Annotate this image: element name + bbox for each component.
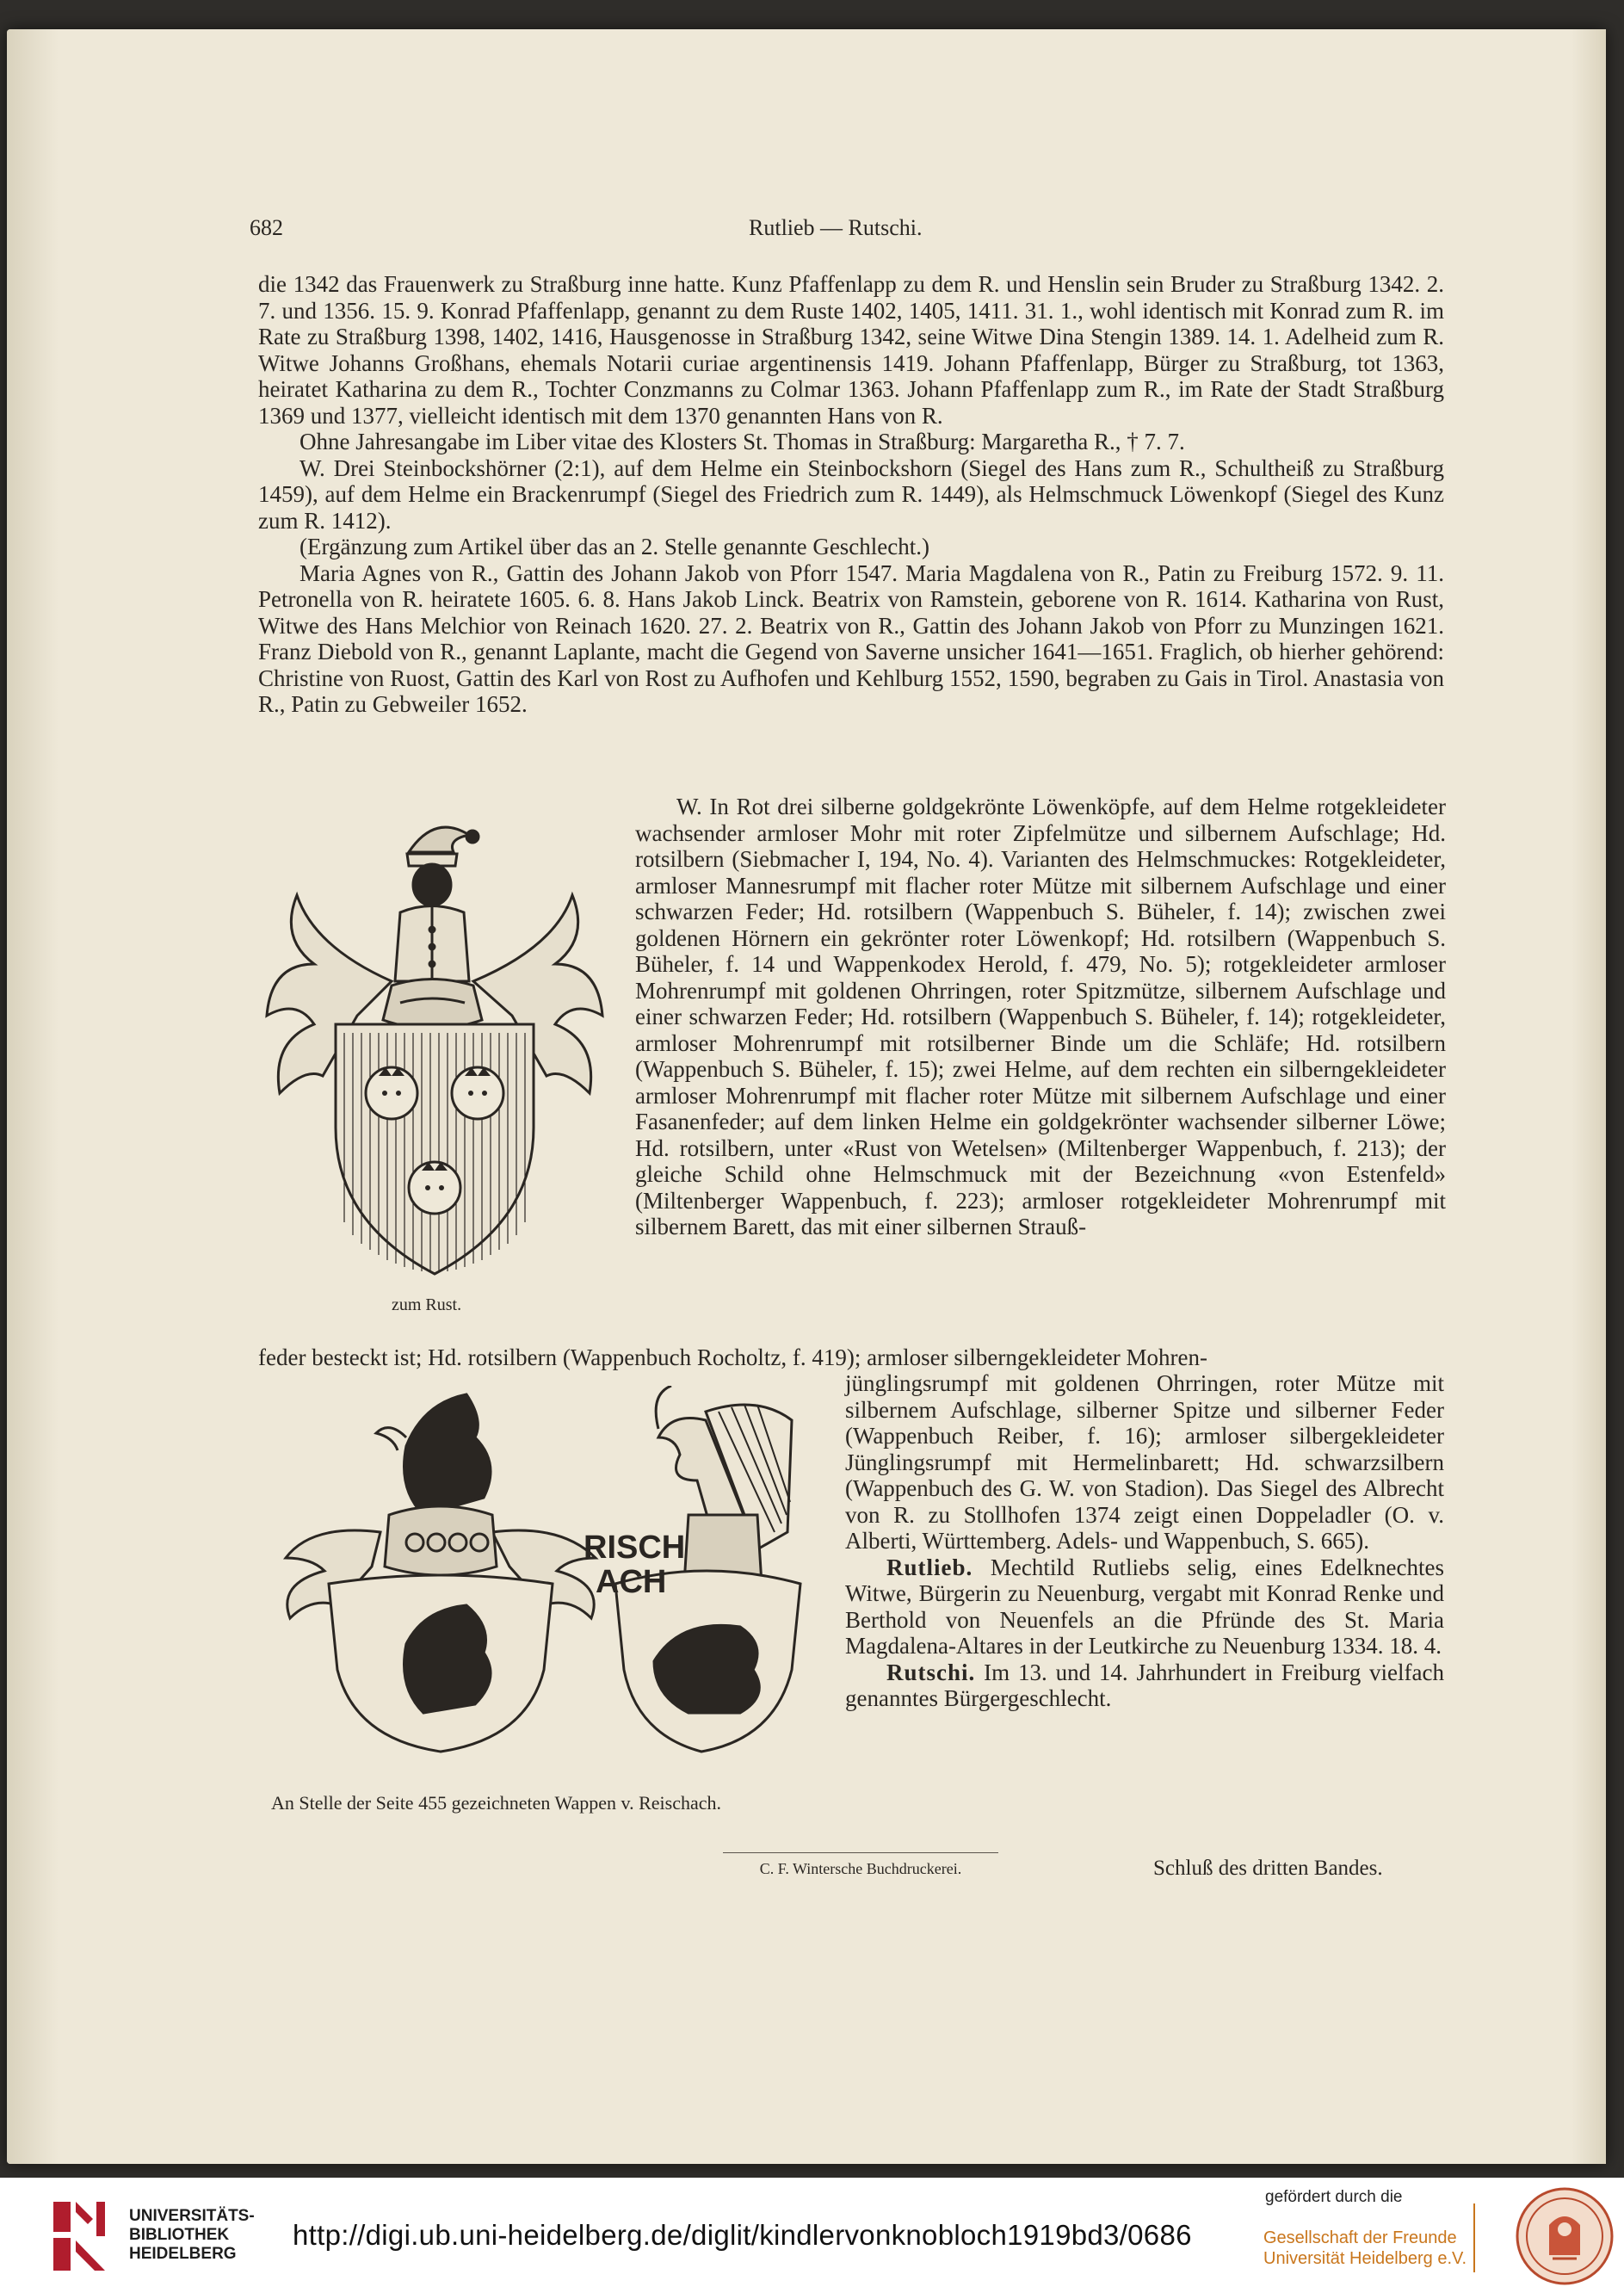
paragraph: Ohne Jahresangabe im Liber vitae des Klosters St. Thomas in Straßburg: Margaretha R., † 7. 7. <box>299 429 1185 454</box>
entry-rutlieb <box>845 1554 1444 1659</box>
paragraph: (Ergänzung zum Artikel über das an 2. Stelle genannte Geschlecht.) <box>299 534 930 559</box>
divider <box>1473 2203 1475 2272</box>
entry-rutschi <box>845 1659 1444 1712</box>
entry-head-rutschi: Rutschi. <box>886 1659 976 1685</box>
entry-text-rutschi: Im 13. und 14. Jahrhundert in Freiburg vielfach genanntes Bürgergeschlecht. <box>845 1659 1444 1711</box>
coat-of-arms-reischach-helmeted <box>277 1386 604 1756</box>
crest-label <box>584 1530 685 1599</box>
end-of-volume-note: Schluß des dritten Bandes. <box>1153 1857 1383 1880</box>
paragraph: feder besteckt ist; Hd. rotsilbern (Wappenbuch Rocholtz, f. 419); armloser silberngekleideter Mohren- <box>258 1344 1207 1370</box>
wrapped-text-block <box>635 794 1446 1240</box>
library-name-line: HEIDELBERG <box>129 2245 237 2263</box>
library-name-line: UNIVERSITÄTS- <box>129 2207 255 2225</box>
university-library-logo-icon <box>45 2193 114 2279</box>
page-number: 682 <box>250 215 283 240</box>
paragraph: W. In Rot drei silberne goldgekrönte Löwenköpfe, auf dem Helme rotgekleideter wachsender armloser Mohr mit roter Zipfelmütze und silbernem Aufschlage; Hd. rotsilbern (Siebmacher I, 194, No. 4). Varianten des Helmschmuckes: Rotgekleideter, armloser Mannesrumpf mit flacher roter Mütze mit silbernem Aufschlage und einer schwarzen Feder; Hd. rotsilbern (Wappenbuch S. Büheler, f. 14); zwischen zwei goldenen Hörnern ein gekrönter roter Löwenkopf; Hd. rotsilbern (Wappenbuch S. Büheler, f. 14 und Wappenkodex Herold, f. 479, No. 5); rotgekleideter armloser Mohrenrumpf mit goldenen Ohrringen, roter Spitzmütze, silbernem Aufschlage und einer schwarzen Feder; Hd. rotsilbern (Wappenbuch S. Büheler, f. 14); rotgekleideter, armloser Mohrenrumpf mit rotsilberner Binde um die Schläfe; Hd. rotsilbern (Wappenbuch S. Büheler, f. 15); zwei Helme, auf dem rechten ein silberngekleideter armloser Mohrenrumpf mit flacher roter Mütze mit silbernem Aufschlage und einer Fasanenfeder; auf dem linken Helme ein goldgekrönter wachsender silberner Löwe; Hd. rotsilbern, unter «Rust von Wetelsen» (Miltenberger Wappenbuch, f. 213); der gleiche Schild ohne Helmschmuck mit der Bezeichnung «von Estenfeld» (Miltenberger Wappenbuch, f. 223); armloser rotgekleideter Mohrenrumpf mit silbernem Barett, das mit einer silbernen Strauß- <box>635 794 1446 1239</box>
library-name-line: BIBLIOTHEK <box>129 2226 230 2244</box>
printer-imprint: C. F. Wintersche Buchdruckerei. <box>723 1852 998 1878</box>
library-name <box>129 2207 255 2264</box>
paragraph: die 1342 das Frauenwerk zu Straßburg inne hatte. Kunz Pfaffenlapp zu dem R. und Henslin sein Bruder zu Straßburg 1342. 2. 7. und 1356. 15. 9. Konrad Pfaffenlapp, genannt zu dem Ruste 1402, 1405, 1411. 31. 1., wohl identisch mit Konrad zum R. im Rate zu Straßburg 1398, 1402, 1416, Hausgenosse in Straßburg 1342, seine Witwe Dina Stengin 1389. 14. 1. Adelheid zum R. Witwe Johanns Großhans, ehemals Notarii curiae argentinensis 1419. Johann Pfaffenlapp, Bürger zu Straßburg, tot 1363, heiratet Katharina zu dem R., Tochter Conzmanns zu Colmar 1363. Johann Pfaffenlapp zum R., im Rate der Stadt Straßburg 1369 und 1377, vielleicht identisch mit dem 1370 genannten Hans von R. <box>258 271 1444 429</box>
crest-label-line: RISCH <box>584 1530 686 1566</box>
coat-of-arms-zum-rust <box>262 818 607 1282</box>
sponsor-name-line: Universität Heidelberg e.V. <box>1263 2249 1467 2268</box>
entry-text-rutlieb: Mechtild Rutliebs selig, eines Edelknechtes Witwe, Bürgerin zu Neuenburg, vergabt mit Konrad Renke und Berthold von Neuenfels an die Pfründe des St. Maria Magdalena-Altares in der Leutkirche zu Neuenburg 1334. 18. 4. <box>845 1554 1444 1659</box>
permalink-url[interactable]: http://digi.ub.uni-heidelberg.de/diglit/kindlervonknobloch1919bd3/0686 <box>293 2219 1192 2251</box>
sponsor-name <box>1263 2228 1467 2269</box>
digitization-footer <box>0 2178 1624 2293</box>
sponsor-name-line: Gesellschaft der Freunde <box>1263 2228 1457 2247</box>
crest-label-line: ACH <box>596 1564 667 1600</box>
sponsor-intro: gefördert durch die <box>1265 2188 1403 2206</box>
paragraph: jünglingsrumpf mit goldenen Ohrringen, roter Mütze mit silbernem Aufschlage, silberner Spitze und silberner Feder (Wappenbuch Reiber, f. 16); armloser silbergekleideter Jünglingsrumpf mit Hermelinbarett; Hd. schwarzsilbern (Wappenbuch des G. W. von Stadion). Das Siegel des Albrecht von R. zu Stollhofen 1374 zeigt einen Doppeladler (O. v. Alberti, Württemberg. Adels- und Wappenbuch, S. 665). <box>845 1370 1444 1554</box>
entry-head-rutlieb: Rutlieb. <box>886 1554 973 1580</box>
paragraph: W. Drei Steinbockshörner (2:1), auf dem Helme ein Steinbockshorn (Siegel des Hans zum R., Schultheiß zu Straßburg 1459), auf dem Helme ein Brackenrumpf (Siegel des Friedrich zum R. 1449), als Helmschmuck Löwenkopf (Siegel des Kunz zum R. 1412). <box>258 454 1444 534</box>
page-header <box>250 215 1454 250</box>
continuation-line <box>258 1344 1444 1371</box>
crest-caption-reischach: An Stelle der Seite 455 gezeichneten Wappen v. Reischach. <box>271 1792 721 1814</box>
right-column-text <box>845 1370 1444 1712</box>
university-seal-icon <box>1515 2186 1615 2286</box>
crest-caption-zum-rust: zum Rust. <box>392 1295 462 1314</box>
running-head: Rutlieb — Rutschi. <box>749 215 923 240</box>
main-text-block <box>258 271 1444 718</box>
paragraph: Maria Agnes von R., Gattin des Johann Jakob von Pforr 1547. Maria Magdalena von R., Patin zu Freiburg 1572. 9. 11. Petronella von R. heiratete 1605. 6. 8. Hans Jakob Linck. Beatrix von Ramstein, geborene von R. 1614. Katharina von Rust, Witwe des Hans Melchior von Reinach 1620. 27. 2. Beatrix von R., Gattin des Johann Jakob von Pforr zu Munzingen 1621. Franz Diebold von R., genannt Laplante, macht die Gegend von Saverne unsicher 1641—1651. Fraglich, ob hierher gehörend: Christine von Ruost, Gattin des Karl von Rost zu Aufhofen und Kehlburg 1552, 1590, begraben zu Gais in Tirol. Anastasia von R., Patin zu Gebweiler 1652. <box>258 559 1444 717</box>
